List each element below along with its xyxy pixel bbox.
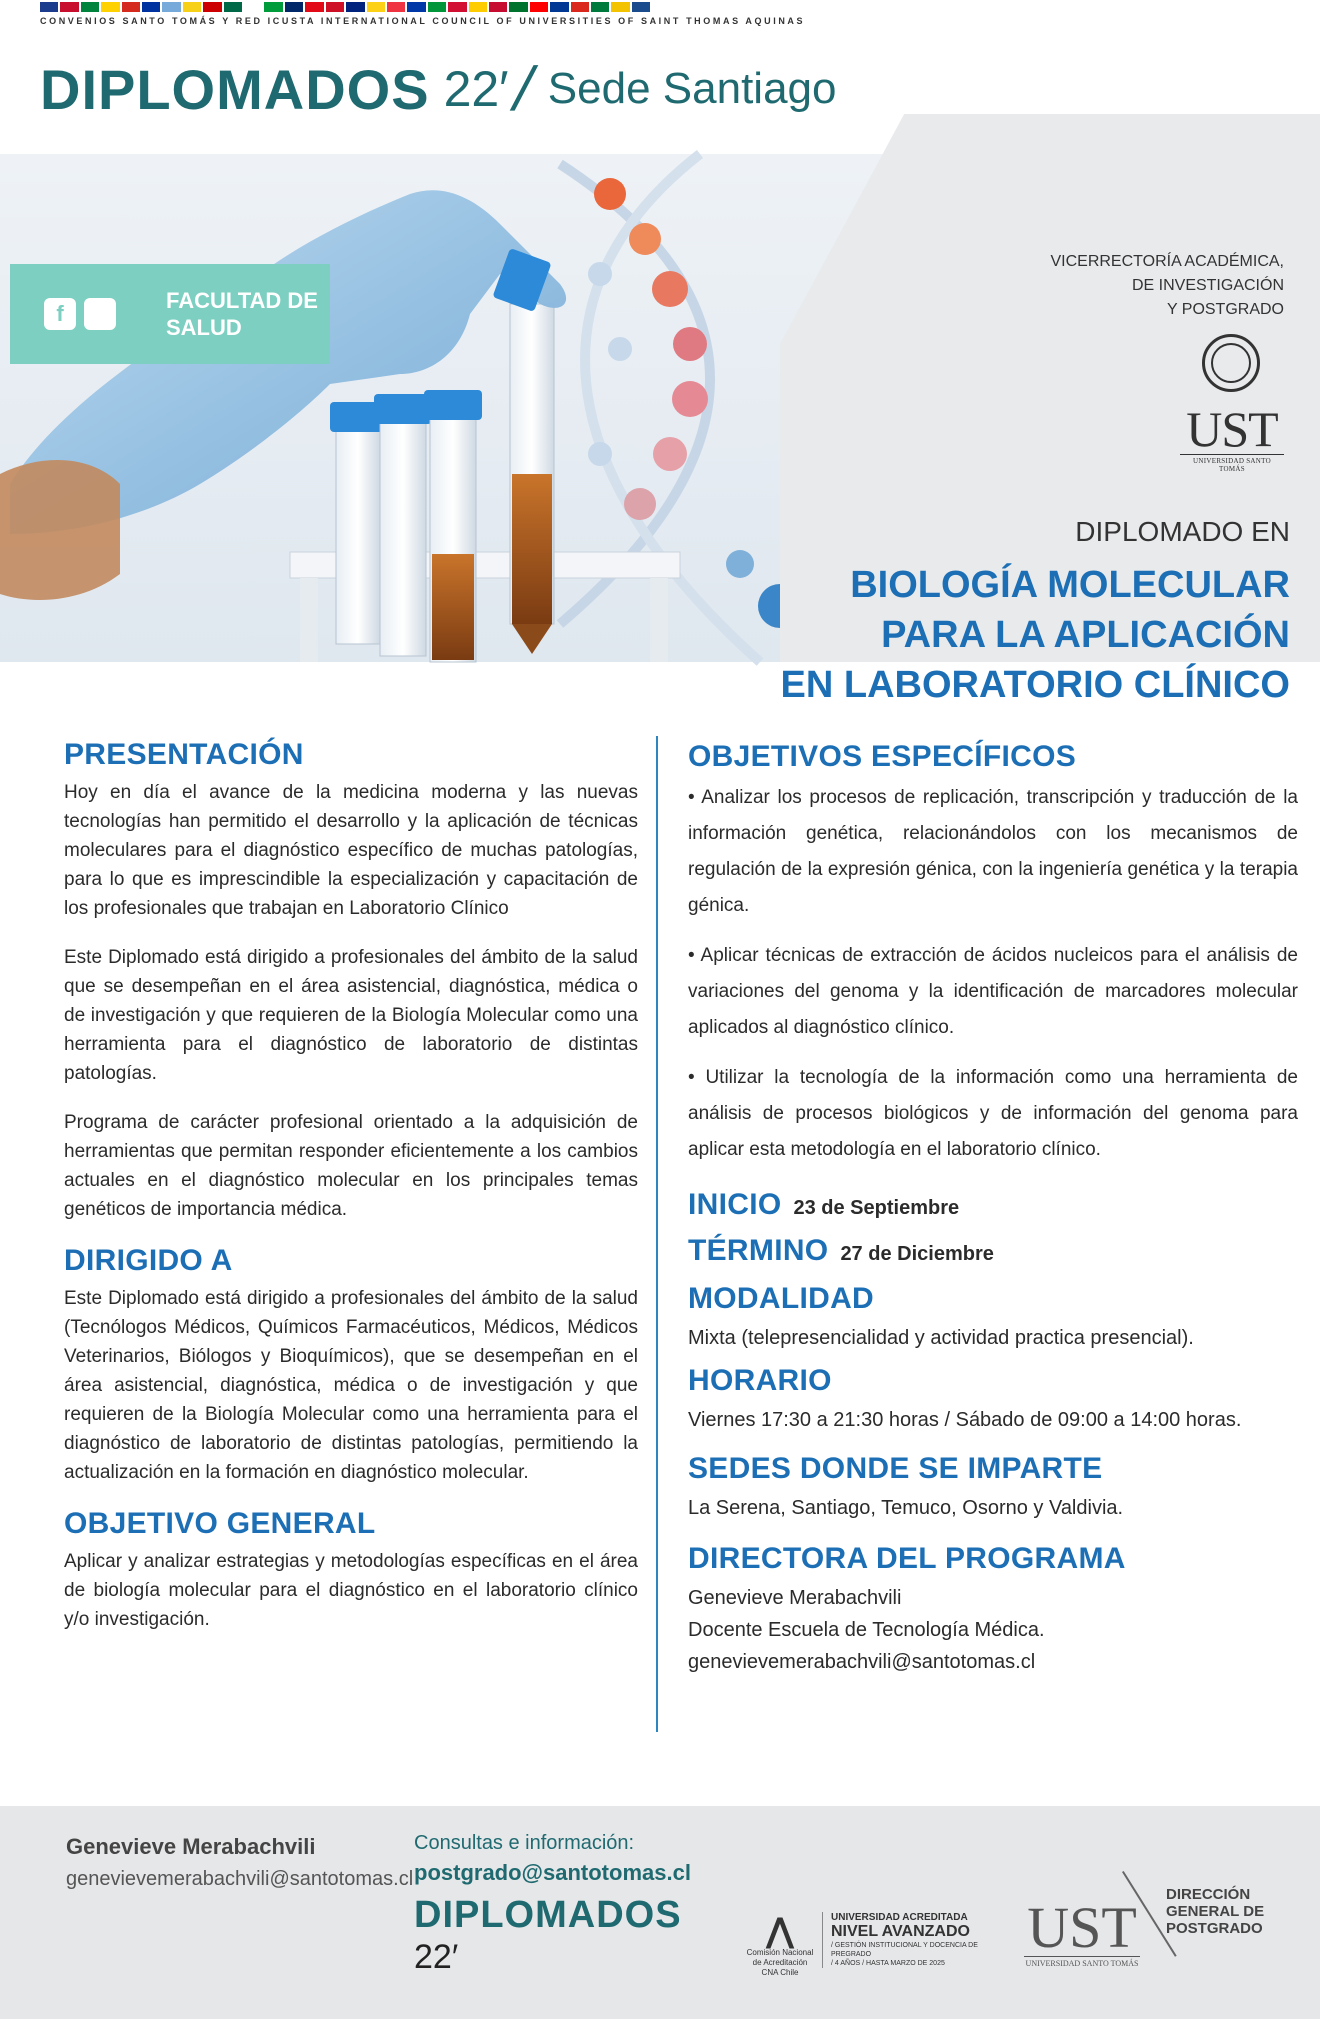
title-slash: /: [505, 54, 541, 124]
horario-value: Viernes 17:30 a 21:30 horas / Sábado de 09:00 a 14:00 horas.: [688, 1409, 1242, 1431]
directora-role: Docente Escuela de Tecnología Médica.: [688, 1619, 1045, 1641]
flag-23: [489, 2, 507, 12]
presentacion-heading: PRESENTACIÓN: [64, 738, 304, 771]
flag-24: [509, 2, 527, 12]
cna-logo: ⋀ Comisión Nacional de Acreditación CNA Chile: [746, 1912, 814, 1977]
flag-30: [632, 2, 650, 12]
flag-18: [387, 2, 405, 12]
objetivo-general-paragraph: Aplicar y analizar estrategias y metodologías específicas en el área de biología molecular para el diagnóstico en el laboratorio clínico y/o investigación.: [64, 1551, 638, 1630]
flag-1: [40, 2, 58, 12]
dirigido-paragraph: Este Diplomado está dirigido a profesionales del ámbito de la salud (Tecnólogos Médicos, Químicos Farmacéuticos, Médicos, Médicos Veterinarios, Biólogos y Bioquímicos), que se desempeñan en el área asistencial, diagnóstica, médica o de investigación y que requieren de la Biología Molecular como una herramienta para el diagnóstico de laboratorio de distintas patologías, permitiendo la actualización en la formación en diagnóstico molecular.: [64, 1288, 638, 1483]
flag-20: [428, 2, 446, 12]
column-divider: [656, 736, 658, 1732]
flag-16: [346, 2, 364, 12]
footer-postgrado-email[interactable]: postgrado@santotomas.cl: [414, 1860, 691, 1885]
sedes-value: La Serena, Santiago, Temuco, Osorno y Valdivia.: [688, 1497, 1124, 1519]
ust-logo: UST UNIVERSIDAD SANTO TOMÁS: [1180, 404, 1284, 473]
flag-26: [550, 2, 568, 12]
title-year: 22′: [443, 61, 509, 117]
directora-heading: DIRECTORA DEL PROGRAMA: [688, 1542, 1126, 1575]
presentacion-paragraph-2: Este Diplomado está dirigido a profesionales del ámbito de la salud que se desempeñan en el área asistencial, diagnóstica, médica o de investigación y que requieren de la Biología Molecular como una herramienta para el diagnóstico de laboratorio de distintas patologías.: [64, 947, 638, 1084]
flag-27: [571, 2, 589, 12]
objetivo-item-2: • Aplicar técnicas de extracción de ácidos nucleicos para el análisis de variaciones del genoma y la identificación de marcadores molecular aplicados al diagnóstico clínico.: [688, 945, 1298, 1038]
presentacion-paragraph-3: Programa de carácter profesional orientado a la adquisición de herramientas que permitan responder eficientemente a los cambios actuales en el diagnóstico molecular en los principales temas genéticos de importancia médica.: [64, 1112, 638, 1220]
termino-row: [688, 1234, 1298, 1274]
inicio-label: INICIO: [688, 1188, 782, 1221]
objetivo-item-1: • Analizar los procesos de replicación, transcripción y traducción de la información genética, relacionándolos con los mecanismos de regulación de la expresión génica, con la ingeniería genética y la terapia génica.: [688, 787, 1298, 916]
footer-contact-name: Genevieve Merabachvili: [66, 1834, 316, 1859]
flag-7: [162, 2, 180, 12]
footer-contact-email[interactable]: genevievemerabachvili@santotomas.cl: [66, 1868, 414, 1890]
footer-year: 22′: [414, 1938, 459, 1976]
modalidad-heading: MODALIDAD: [688, 1282, 875, 1315]
flag-22: [469, 2, 487, 12]
dirigido-heading: DIRIGIDO A: [64, 1244, 233, 1277]
flag-4: [101, 2, 119, 12]
flag-17: [367, 2, 385, 12]
flag-19: [407, 2, 425, 12]
twitter-icon[interactable]: [84, 298, 116, 330]
title-diplomados: DIPLOMADOS: [40, 57, 430, 121]
facebook-icon[interactable]: f: [44, 298, 76, 330]
flag-12: [264, 2, 282, 12]
modalidad-value: Mixta (telepresencialidad y actividad practica presencial).: [688, 1327, 1194, 1349]
faculty-label: FACULTAD DE SALUD: [166, 288, 318, 340]
flag-21: [448, 2, 466, 12]
title-sede: Sede Santiago: [547, 64, 837, 113]
flag-14: [305, 2, 323, 12]
footer: [0, 1806, 1320, 2019]
hero-banner: [0, 114, 1320, 706]
vicerrectoria-text: VICERRECTORÍA ACADÉMICA, DE INVESTIGACIÓN Y POSTGRADO: [1050, 253, 1284, 318]
flag-10: [224, 2, 242, 12]
termino-label: TÉRMINO: [688, 1234, 829, 1267]
santo-tomas-seal: [1202, 334, 1260, 392]
footer-ust-logo: UST UNIVERSIDAD SANTO TOMÁS: [1025, 1895, 1139, 1968]
directora-name: Genevieve Merabachvili: [688, 1587, 902, 1609]
flag-15: [326, 2, 344, 12]
objetivo-general-heading: OBJETIVO GENERAL: [64, 1507, 376, 1540]
direccion-general-postgrado: DIRECCIÓN GENERAL DE POSTGRADO: [1166, 1886, 1265, 1937]
convenios-text: CONVENIOS SANTO TOMÁS Y RED ICUSTA INTERNATIONAL COUNCIL OF UNIVERSITIES OF SAINT THOMAS AQUINAS: [40, 16, 806, 26]
faculty-band: [10, 264, 330, 364]
right-column: [688, 740, 1298, 1678]
footer-diplomados-logo: DIPLOMADOS: [414, 1894, 682, 1936]
flag-3: [81, 2, 99, 12]
objetivos-especificos-heading: OBJETIVOS ESPECÍFICOS: [688, 740, 1077, 773]
flag-28: [591, 2, 609, 12]
flag-25: [530, 2, 548, 12]
program-title: BIOLOGÍA MOLECULAR PARA LA APLICACIÓN EN LABORATORIO CLÍNICO: [780, 564, 1290, 706]
acreditacion-badge: UNIVERSIDAD ACREDITADA NIVEL AVANZADO / GESTIÓN INSTITUCIONAL Y DOCENCIA DE PREGRADO / 4 AÑOS / HASTA MARZO DE 2025: [822, 1912, 1002, 1968]
flag-11: [244, 2, 262, 12]
objetivo-item-3: • Utilizar la tecnología de la información como una herramienta de análisis de procesos biológicos y de información del genoma para aplicar esta metodología en el laboratorio clínico.: [688, 1067, 1298, 1160]
flag-5: [122, 2, 140, 12]
termino-value: 27 de Diciembre: [840, 1243, 994, 1265]
flags-strip: [40, 2, 650, 12]
directora-email-link[interactable]: genevievemerabachvili@santotomas.cl: [688, 1651, 1036, 1673]
horario-heading: HORARIO: [688, 1364, 832, 1397]
sedes-heading: SEDES DONDE SE IMPARTE: [688, 1452, 1103, 1485]
inicio-value: 23 de Septiembre: [793, 1197, 960, 1219]
flag-29: [611, 2, 629, 12]
flag-6: [142, 2, 160, 12]
flag-9: [203, 2, 221, 12]
inicio-row: [688, 1188, 1298, 1228]
footer-consultas-label: Consultas e información:: [414, 1832, 635, 1854]
flag-13: [285, 2, 303, 12]
presentacion-paragraph-1: Hoy en día el avance de la medicina moderna y las nuevas tecnologías han permitido el desarrollo y la aplicación de técnicas moleculares para el diagnóstico específico de muchas patologías, para lo que es imprescindible la especialización y capacitación de los profesionales que trabajan en Laboratorio Clínico: [64, 782, 638, 919]
flag-2: [60, 2, 78, 12]
flag-8: [183, 2, 201, 12]
left-column: [64, 738, 638, 1634]
diplomado-en-label: DIPLOMADO EN: [1075, 516, 1290, 547]
